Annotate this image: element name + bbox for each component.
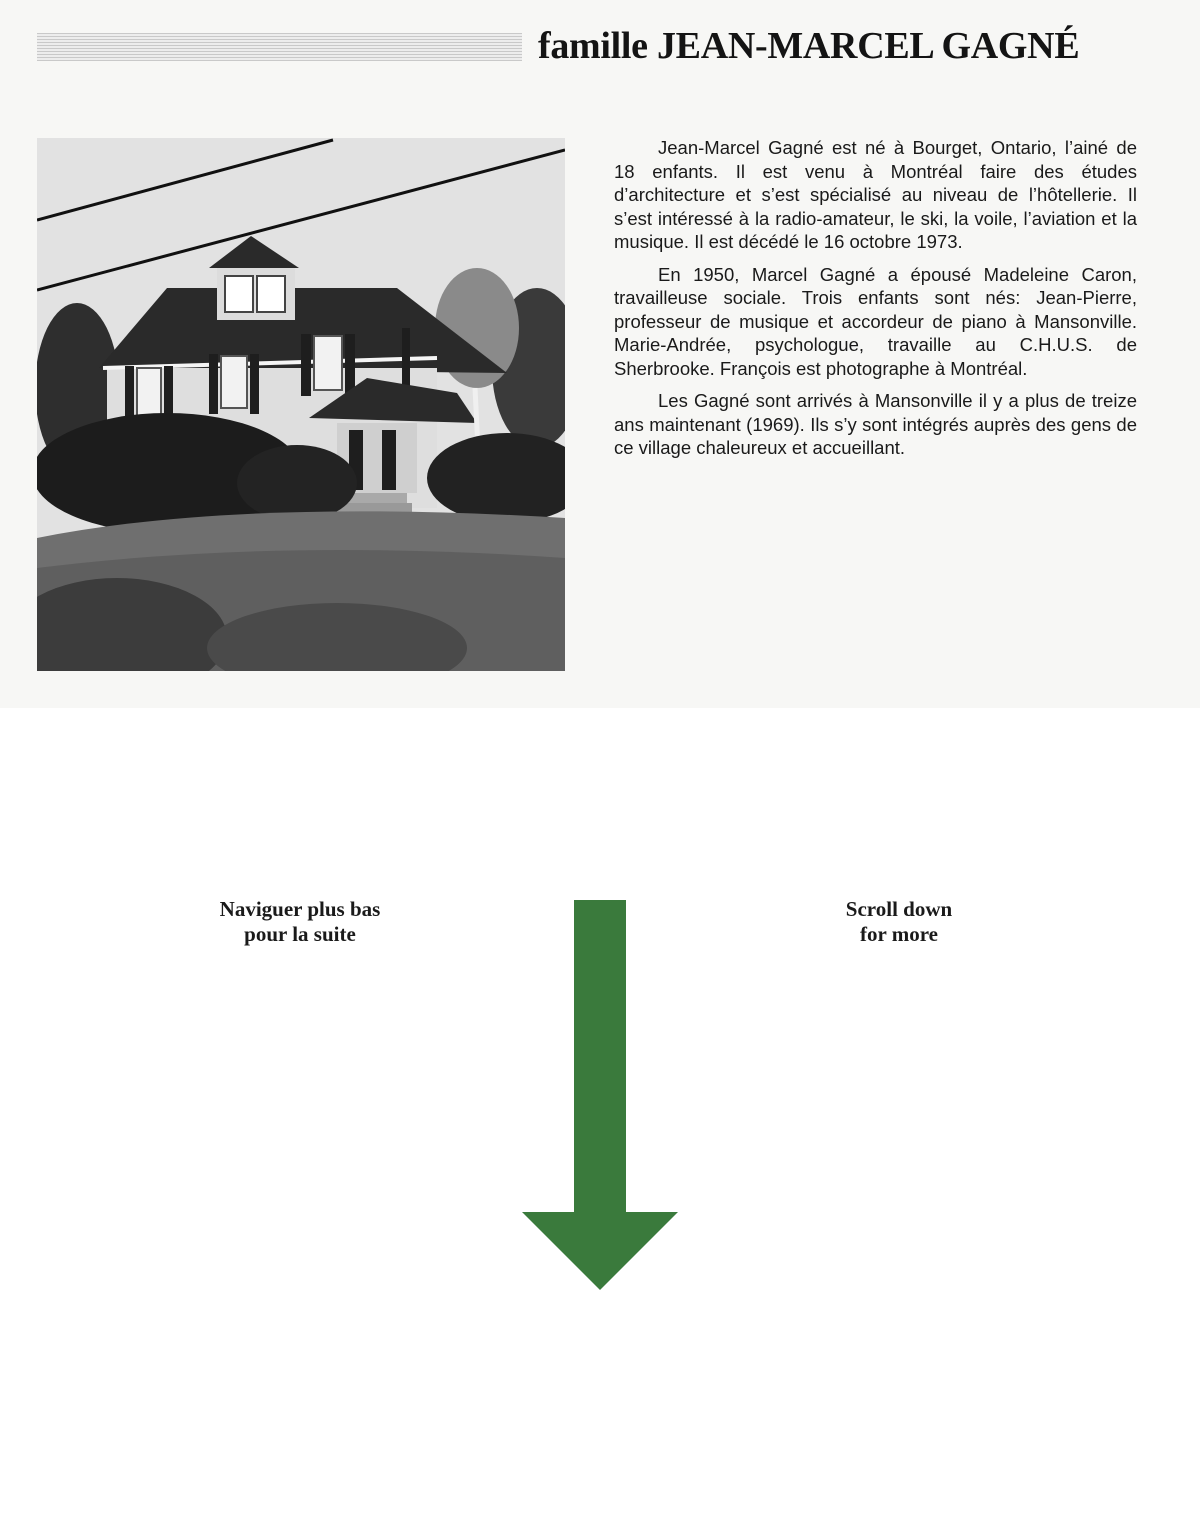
title-prefix: famille bbox=[538, 25, 648, 67]
page-title bbox=[538, 22, 1158, 70]
arrow-down-icon[interactable] bbox=[522, 900, 678, 1290]
article-text bbox=[614, 136, 1137, 469]
article-paragraph-2: En 1950, Marcel Gagné a épousé Madeleine Caron, travailleuse sociale. Trois enfants sont nés: Jean-Pierre, professeur de musique et accordeur de piano à Mansonville. Marie-Andrée, psychologue, travaille au C.H.U.S. de Sherbrooke. François est photographe à Montréal. bbox=[614, 263, 1137, 379]
title-rule bbox=[37, 33, 522, 61]
scroll-hint-en-line2: for more bbox=[860, 922, 938, 946]
house-photo bbox=[37, 138, 565, 671]
article-paragraph-3: Les Gagné sont arrivés à Mansonville il y a plus de treize ans maintenant (1969). Ils s’y sont intégrés auprès des gens de ce village chaleureux et accueillant. bbox=[614, 390, 1137, 458]
title-name: JEAN-MARCEL GAGNÉ bbox=[656, 25, 1080, 67]
scroll-hint-fr bbox=[150, 897, 450, 947]
scroll-hint-en bbox=[749, 897, 1049, 947]
scroll-hint-fr-line1: Naviguer plus bas bbox=[219, 897, 381, 921]
article-paragraph-1: Jean-Marcel Gagné est né à Bourget, Ontario, l’ainé de 18 enfants. Il est venu à Montréal faire des études d’architecture et s’est spécialisé au niveau de l’hôtellerie. Il s’est intéressé à la radio-amateur, le ski, la voile, l’aviation et la musique. Il est décédé le 16 octobre 1973. bbox=[614, 137, 1137, 252]
scroll-hint-en-line1: Scroll down bbox=[845, 897, 953, 921]
scroll-hint-fr-line2: pour la suite bbox=[244, 922, 356, 946]
